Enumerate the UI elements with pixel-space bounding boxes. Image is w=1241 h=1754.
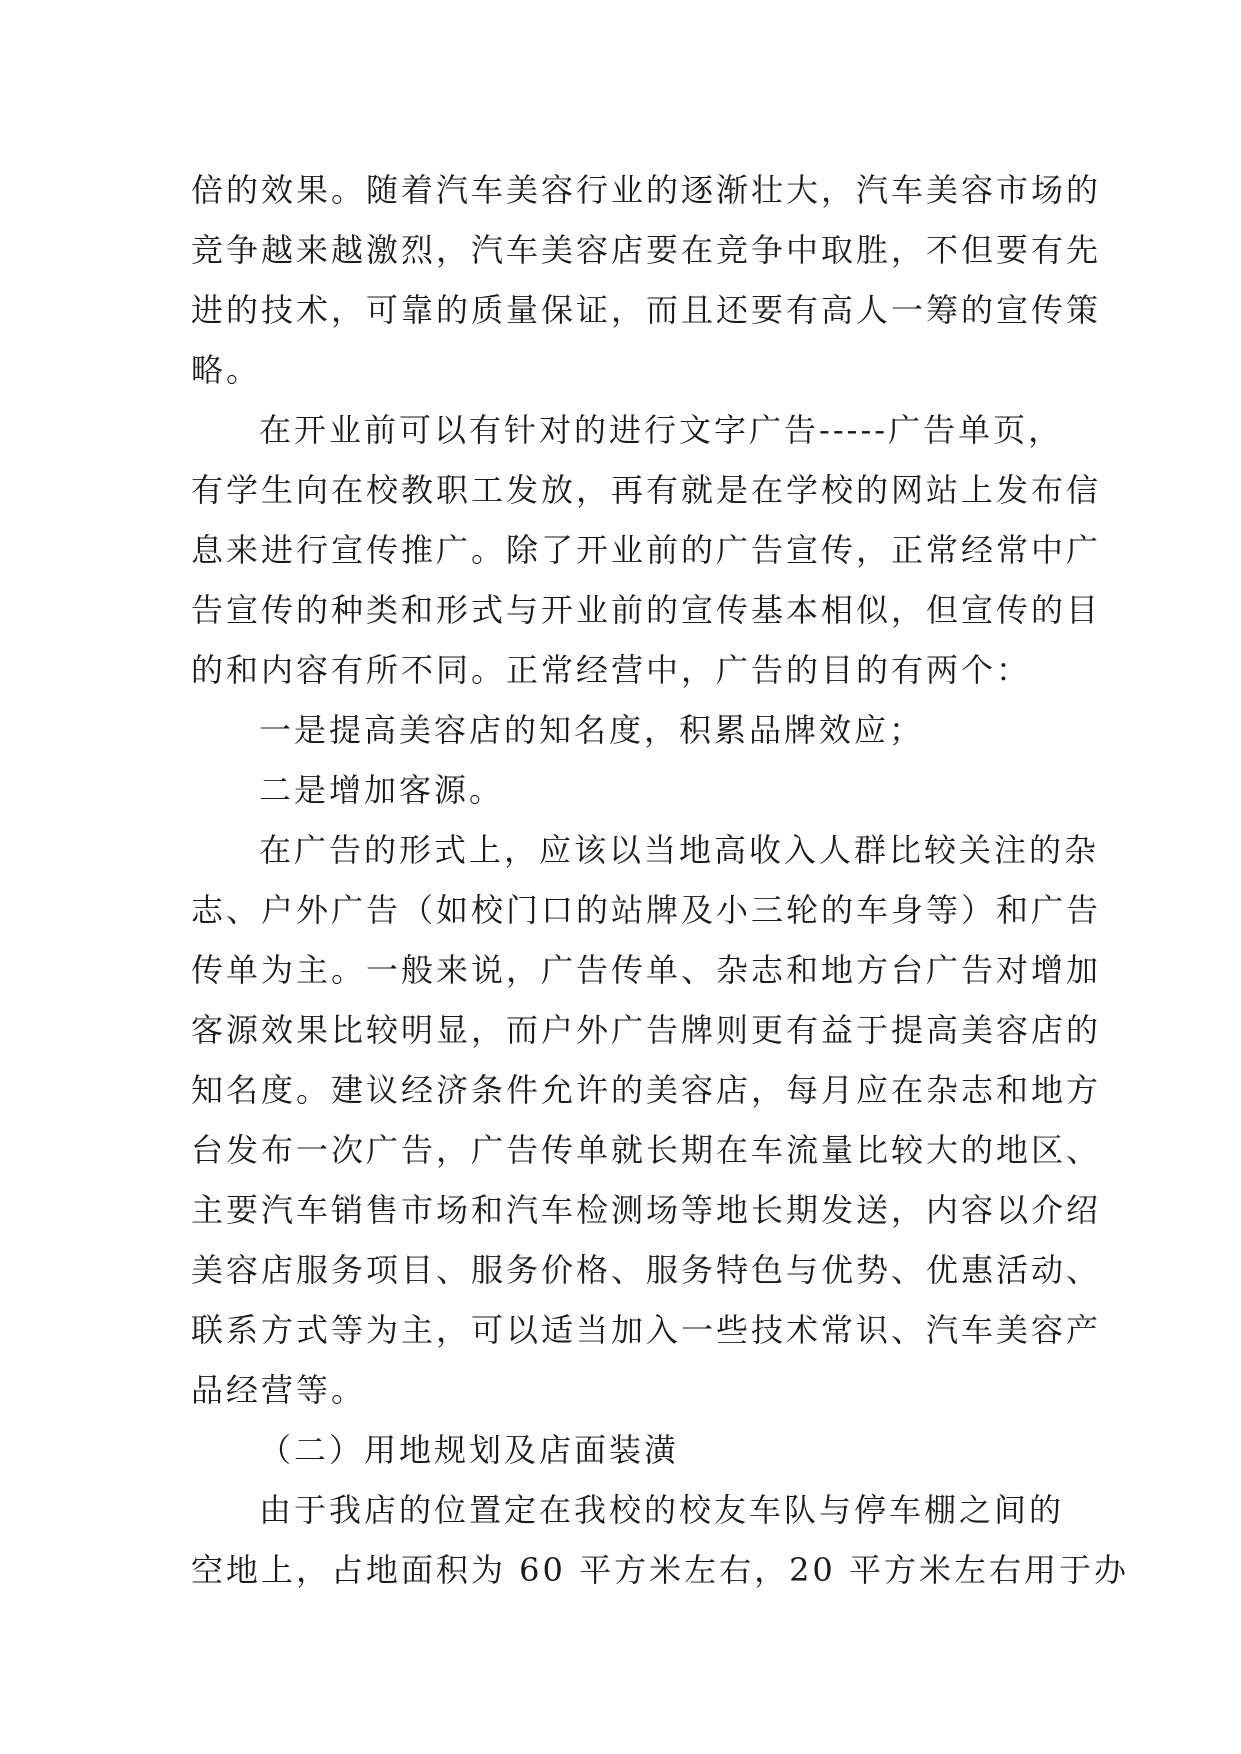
text-line: 进的技术，可靠的质量保证，而且还要有高人一筹的宣传策 bbox=[191, 291, 1102, 329]
text-line: 的和内容有所不同。正常经营中，广告的目的有两个： bbox=[191, 651, 1032, 689]
text-line: 客源效果比较明显，而户外广告牌则更有益于提高美容店的 bbox=[191, 1011, 1102, 1049]
text-line: 传单为主。一般来说，广告传单、杂志和地方台广告对增加 bbox=[191, 951, 1102, 989]
text-line: 息来进行宣传推广。除了开业前的广告宣传，正常经常中广 bbox=[191, 531, 1102, 569]
text-line: 由于我店的位置定在我校的校友车队与停车棚之间的 bbox=[259, 1491, 1065, 1529]
text-line: 知名度。建议经济条件允许的美容店，每月应在杂志和地方 bbox=[191, 1071, 1102, 1109]
text-line: 品经营等。 bbox=[191, 1371, 367, 1409]
text-line: 略。 bbox=[191, 351, 262, 389]
text-line: 在广告的形式上，应该以当地高收入人群比较关注的杂 bbox=[259, 831, 1100, 869]
text-line: 倍的效果。随着汽车美容行业的逐渐壮大，汽车美容市场的 bbox=[191, 171, 1102, 209]
text-line: 一是提高美容店的知名度，积累品牌效应； bbox=[259, 711, 925, 749]
text-line: 在开业前可以有针对的进行文字广告-----广告单页， bbox=[259, 411, 1064, 449]
body-text bbox=[191, 160, 1129, 1600]
text-line: 美容店服务项目、服务价格、服务特色与优势、优惠活动、 bbox=[191, 1251, 1102, 1289]
text-line: 志、户外广告（如校门口的站牌及小三轮的车身等）和广告 bbox=[191, 891, 1102, 929]
text-line: 告宣传的种类和形式与开业前的宣传基本相似，但宣传的目 bbox=[191, 591, 1102, 629]
text-line: 主要汽车销售市场和汽车检测场等地长期发送，内容以介绍 bbox=[191, 1191, 1102, 1229]
section-heading: （二）用地规划及店面装潢 bbox=[259, 1431, 680, 1469]
text-line: 联系方式等为主，可以适当加入一些技术常识、汽车美容产 bbox=[191, 1311, 1102, 1349]
text-line: 二是增加客源。 bbox=[259, 771, 505, 809]
text-line: 有学生向在校教职工发放，再有就是在学校的网站上发布信 bbox=[191, 471, 1102, 509]
text-line: 台发布一次广告，广告传单就长期在车流量比较大的地区、 bbox=[191, 1131, 1102, 1169]
text-line: 空地上，占地面积为 60 平方米左右，20 平方米左右用于办 bbox=[191, 1551, 1129, 1589]
text-line: 竞争越来越激烈，汽车美容店要在竞争中取胜，不但要有先 bbox=[191, 231, 1102, 269]
